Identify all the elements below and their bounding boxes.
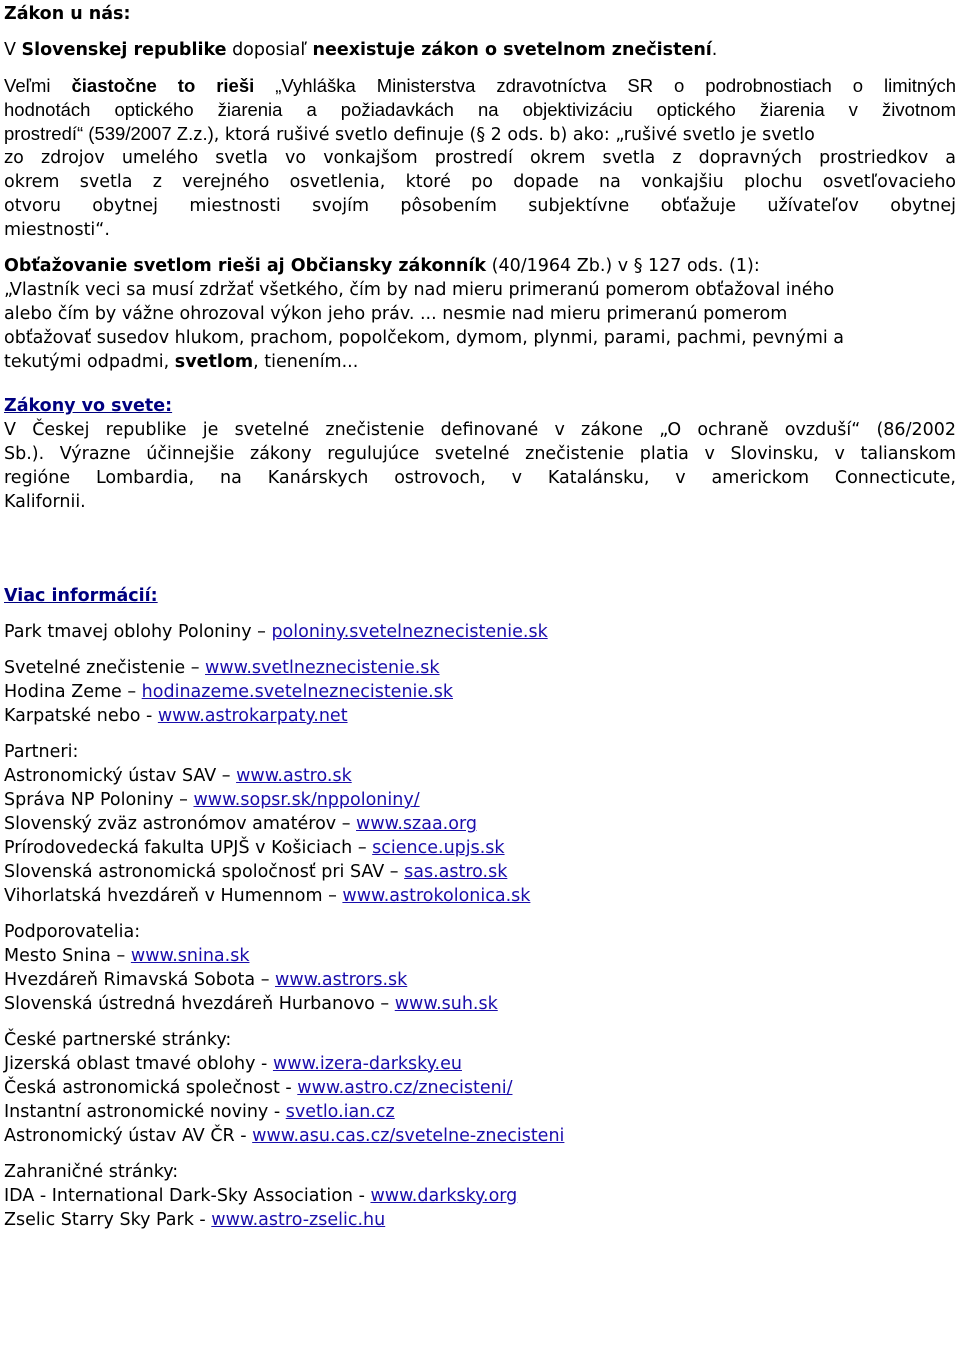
- section-heading-law-world: Zákony vo svete:: [4, 396, 173, 416]
- link-row: Svetelné znečistenie – www.svetlneznecistenie.sk: [4, 658, 440, 678]
- link-darksky[interactable]: www.darksky.org: [370, 1186, 518, 1206]
- link-suh[interactable]: www.suh.sk: [394, 994, 498, 1014]
- section-heading-law-here: Zákon u nás:: [4, 4, 131, 24]
- link-svetelneznecistenie[interactable]: www.svetlneznecistenie.sk: [205, 658, 440, 678]
- link-row: Astronomický ústav SAV – www.astro.sk: [4, 766, 352, 786]
- link-snina[interactable]: www.snina.sk: [130, 946, 250, 966]
- link-row: Karpatské nebo - www.astrokarpaty.net: [4, 706, 348, 726]
- link-astrors[interactable]: www.astrors.sk: [275, 970, 408, 990]
- link-hodinazeme[interactable]: hodinazeme.svetelneznecistenie.sk: [141, 682, 453, 702]
- section-heading-more-info: Viac informácií:: [4, 586, 158, 606]
- link-row: Prírodovedecká fakulta UPJŠ v Košiciach – science.upjs.sk: [4, 838, 505, 858]
- link-asu-cas[interactable]: www.asu.cas.cz/svetelne-znecisteni: [252, 1126, 565, 1146]
- paragraph-regulation: Veľmi čiastočne to rieši „Vyhláška Ministerstva zdravotníctva SR o podrobnostiach o limitných hodnotách optického žiarenia a požiadavkách na objektivizáciu optického žiarenia v životnom prostredí“ (539/2007 Z.z.), ktorá rušivé svetlo definuje (§ 2 ods. b) ako: „rušivé svetlo je svetlo zo zdrojov umelého svetla vo vonkajšom prostredí okrem svetla z dopravných prostriedkov a okrem svetla z verejného osvetlenia, ktoré po dopade na vonkajšiu plochu osvetľovacieho otvoru obytnej miestnosti svojím pôsobením subjektívne obťažuje užívateľov obytnej miestnosti“.: [4, 75, 956, 240]
- link-row: Hvezdáreň Rimavská Sobota – www.astrors.sk: [4, 970, 408, 990]
- paragraph-civil-code: Obťažovanie svetlom rieši aj Občiansky zákonník (40/1964 Zb.) v § 127 ods. (1): „Vlastník veci sa musí zdržať všetkého, čím by nad mieru primeranú pomerom obťažoval iného alebo čím by vážne ohrozoval výkon jeho práv. ... nesmie nad mieru primeranú pomerom obťažovať susedov hlukom, prachom, popolčekom, dymom, plynmi, parami, pachmi, pevnými a tekutými odpadmi, svetlom, tienením...: [4, 256, 845, 372]
- link-row: Vihorlatská hvezdáreň v Humennom – www.astrokolonica.sk: [4, 886, 531, 906]
- link-row: Instantní astronomické noviny - svetlo.ian.cz: [4, 1102, 395, 1122]
- link-poloniny[interactable]: poloniny.svetelneznecistenie.sk: [271, 622, 548, 642]
- link-astro-zselic[interactable]: www.astro-zselic.hu: [211, 1210, 386, 1230]
- link-row: Zselic Starry Sky Park - www.astro-zselic.hu: [4, 1210, 386, 1230]
- link-row: Správa NP Poloniny – www.sopsr.sk/nppoloniny/: [4, 790, 420, 810]
- link-row: Mesto Snina – www.snina.sk: [4, 946, 250, 966]
- link-sopsr[interactable]: www.sopsr.sk/nppoloniny/: [193, 790, 420, 810]
- subheading-partners: Partneri:: [4, 742, 79, 762]
- subheading-foreign: Zahraničné stránky:: [4, 1162, 179, 1182]
- paragraph-no-law: V Slovenskej republike doposiaľ neexistuje zákon o svetelnom znečistení.: [4, 40, 718, 60]
- link-row: Slovenský zväz astronómov amatérov – www.szaa.org: [4, 814, 477, 834]
- link-szaa[interactable]: www.szaa.org: [356, 814, 477, 834]
- subheading-czech: České partnerské stránky:: [4, 1030, 232, 1050]
- link-row: Hodina Zeme – hodinazeme.svetelneznecistenie.sk: [4, 682, 453, 702]
- link-row: Astronomický ústav AV ČR - www.asu.cas.cz/svetelne-znecisteni: [4, 1126, 565, 1146]
- link-row: IDA - International Dark-Sky Association - www.darksky.org: [4, 1186, 518, 1206]
- link-science-upjs[interactable]: science.upjs.sk: [372, 838, 505, 858]
- link-izera-darksky[interactable]: www.izera-darksky.eu: [272, 1054, 462, 1074]
- link-astrokarpaty[interactable]: www.astrokarpaty.net: [157, 706, 348, 726]
- subheading-supporters: Podporovatelia:: [4, 922, 141, 942]
- link-row: Jizerská oblast tmavé oblohy - www.izera-darksky.eu: [4, 1054, 462, 1074]
- link-row-park: Park tmavej oblohy Poloniny – poloniny.svetelneznecistenie.sk: [4, 622, 548, 642]
- link-astrokolonica[interactable]: www.astrokolonica.sk: [342, 886, 531, 906]
- link-row: Slovenská astronomická spoločnosť pri SAV – sas.astro.sk: [4, 862, 508, 882]
- link-sas-astro[interactable]: sas.astro.sk: [404, 862, 508, 882]
- link-row: Slovenská ústredná hvezdáreň Hurbanovo – www.suh.sk: [4, 994, 498, 1014]
- document-page: [4, 2, 956, 1232]
- link-astro-sk[interactable]: www.astro.sk: [236, 766, 352, 786]
- link-astro-cz[interactable]: www.astro.cz/znecisteni/: [297, 1078, 513, 1098]
- link-row: Česká astronomická společnost - www.astro.cz/znecisteni/: [4, 1078, 513, 1098]
- link-ian[interactable]: svetlo.ian.cz: [285, 1102, 395, 1122]
- paragraph-law-world: V Českej republike je svetelné znečistenie definované v zákone „O ochraně ovzduší“ (86/2002 Sb.). Výrazne účinnejšie zákony regulujúce svetelné znečistenie platia v Slovinsku, v talianskom regióne Lombardia, na Kanárskych ostrovoch, v Katalánsku, v americkom Connecticute, Kalifornii.: [4, 420, 956, 512]
